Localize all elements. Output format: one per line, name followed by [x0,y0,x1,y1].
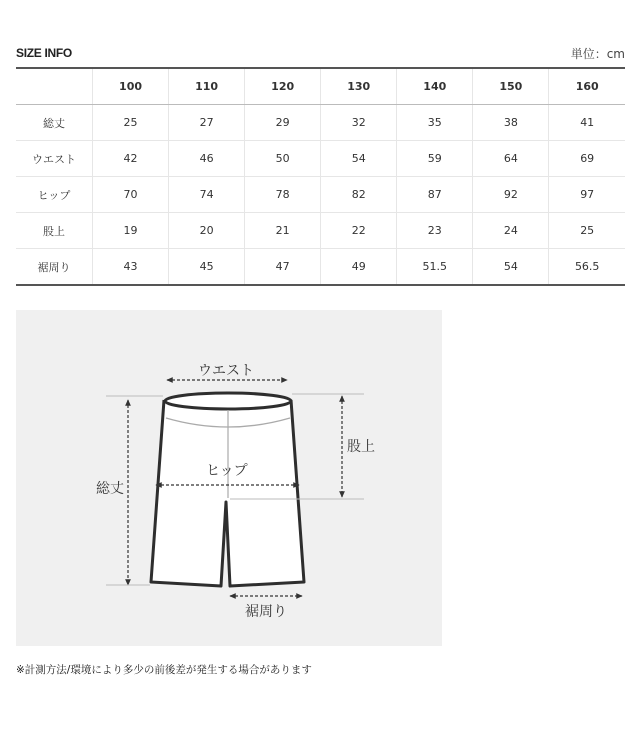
size-header-cell: 120 [245,68,321,105]
table-row [16,213,625,249]
table-cell: 41 [549,105,625,141]
table-cell: 54 [321,141,397,177]
row-label: 総丈 [16,105,93,141]
size-header-cell: 150 [473,68,549,105]
table-cell: 70 [93,177,169,213]
table-row [16,249,625,286]
table-cell: 45 [169,249,245,286]
header-corner-cell [16,68,93,105]
table-cell: 47 [245,249,321,286]
table-cell: 42 [93,141,169,177]
table-cell: 50 [245,141,321,177]
table-cell: 23 [397,213,473,249]
table-row [16,177,625,213]
size-header-cell: 110 [169,68,245,105]
table-cell: 22 [321,213,397,249]
table-cell: 51.5 [397,249,473,286]
table-cell: 20 [169,213,245,249]
total-length-label: 総丈 [96,481,124,497]
measurement-diagram [16,310,442,646]
measurement-note: ※計測方法/環境により多少の前後差が発生する場合があります [16,664,312,676]
row-label: 股上 [16,213,93,249]
size-header-cell: 130 [321,68,397,105]
table-cell: 92 [473,177,549,213]
table-cell: 59 [397,141,473,177]
table-cell: 24 [473,213,549,249]
table-cell: 69 [549,141,625,177]
table-cell: 21 [245,213,321,249]
table-cell: 97 [549,177,625,213]
table-row [16,141,625,177]
table-cell: 54 [473,249,549,286]
table-row [16,105,625,141]
table-cell: 32 [321,105,397,141]
table-cell: 74 [169,177,245,213]
size-header-cell: 160 [549,68,625,105]
table-cell: 29 [245,105,321,141]
table-cell: 35 [397,105,473,141]
table-cell: 27 [169,105,245,141]
hem-label: 裾周り [245,604,287,620]
table-cell: 64 [473,141,549,177]
waist-label: ウエスト [198,363,254,379]
table-cell: 78 [245,177,321,213]
table-cell: 82 [321,177,397,213]
size-header-row [16,68,625,105]
row-label: 裾周り [37,260,71,274]
table-cell: 87 [397,177,473,213]
table-cell: 25 [549,213,625,249]
rise-label: 股上 [347,439,375,455]
unit-label: 単位：cm [570,47,625,61]
table-cell: 25 [93,105,169,141]
hip-label: ヒップ [206,463,248,479]
waistband-top [165,393,291,409]
size-header-cell: 100 [93,68,169,105]
table-cell: 38 [473,105,549,141]
table-cell: 49 [321,249,397,286]
size-table [16,67,625,286]
table-cell: 46 [169,141,245,177]
size-header-cell: 140 [397,68,473,105]
row-label: ヒップ [16,177,93,213]
table-cell: 43 [93,249,169,286]
row-label: ウエスト [16,141,93,177]
table-cell: 56.5 [549,249,625,286]
size-info-title: SIZE INFO [16,46,72,60]
table-cell: 19 [93,213,169,249]
